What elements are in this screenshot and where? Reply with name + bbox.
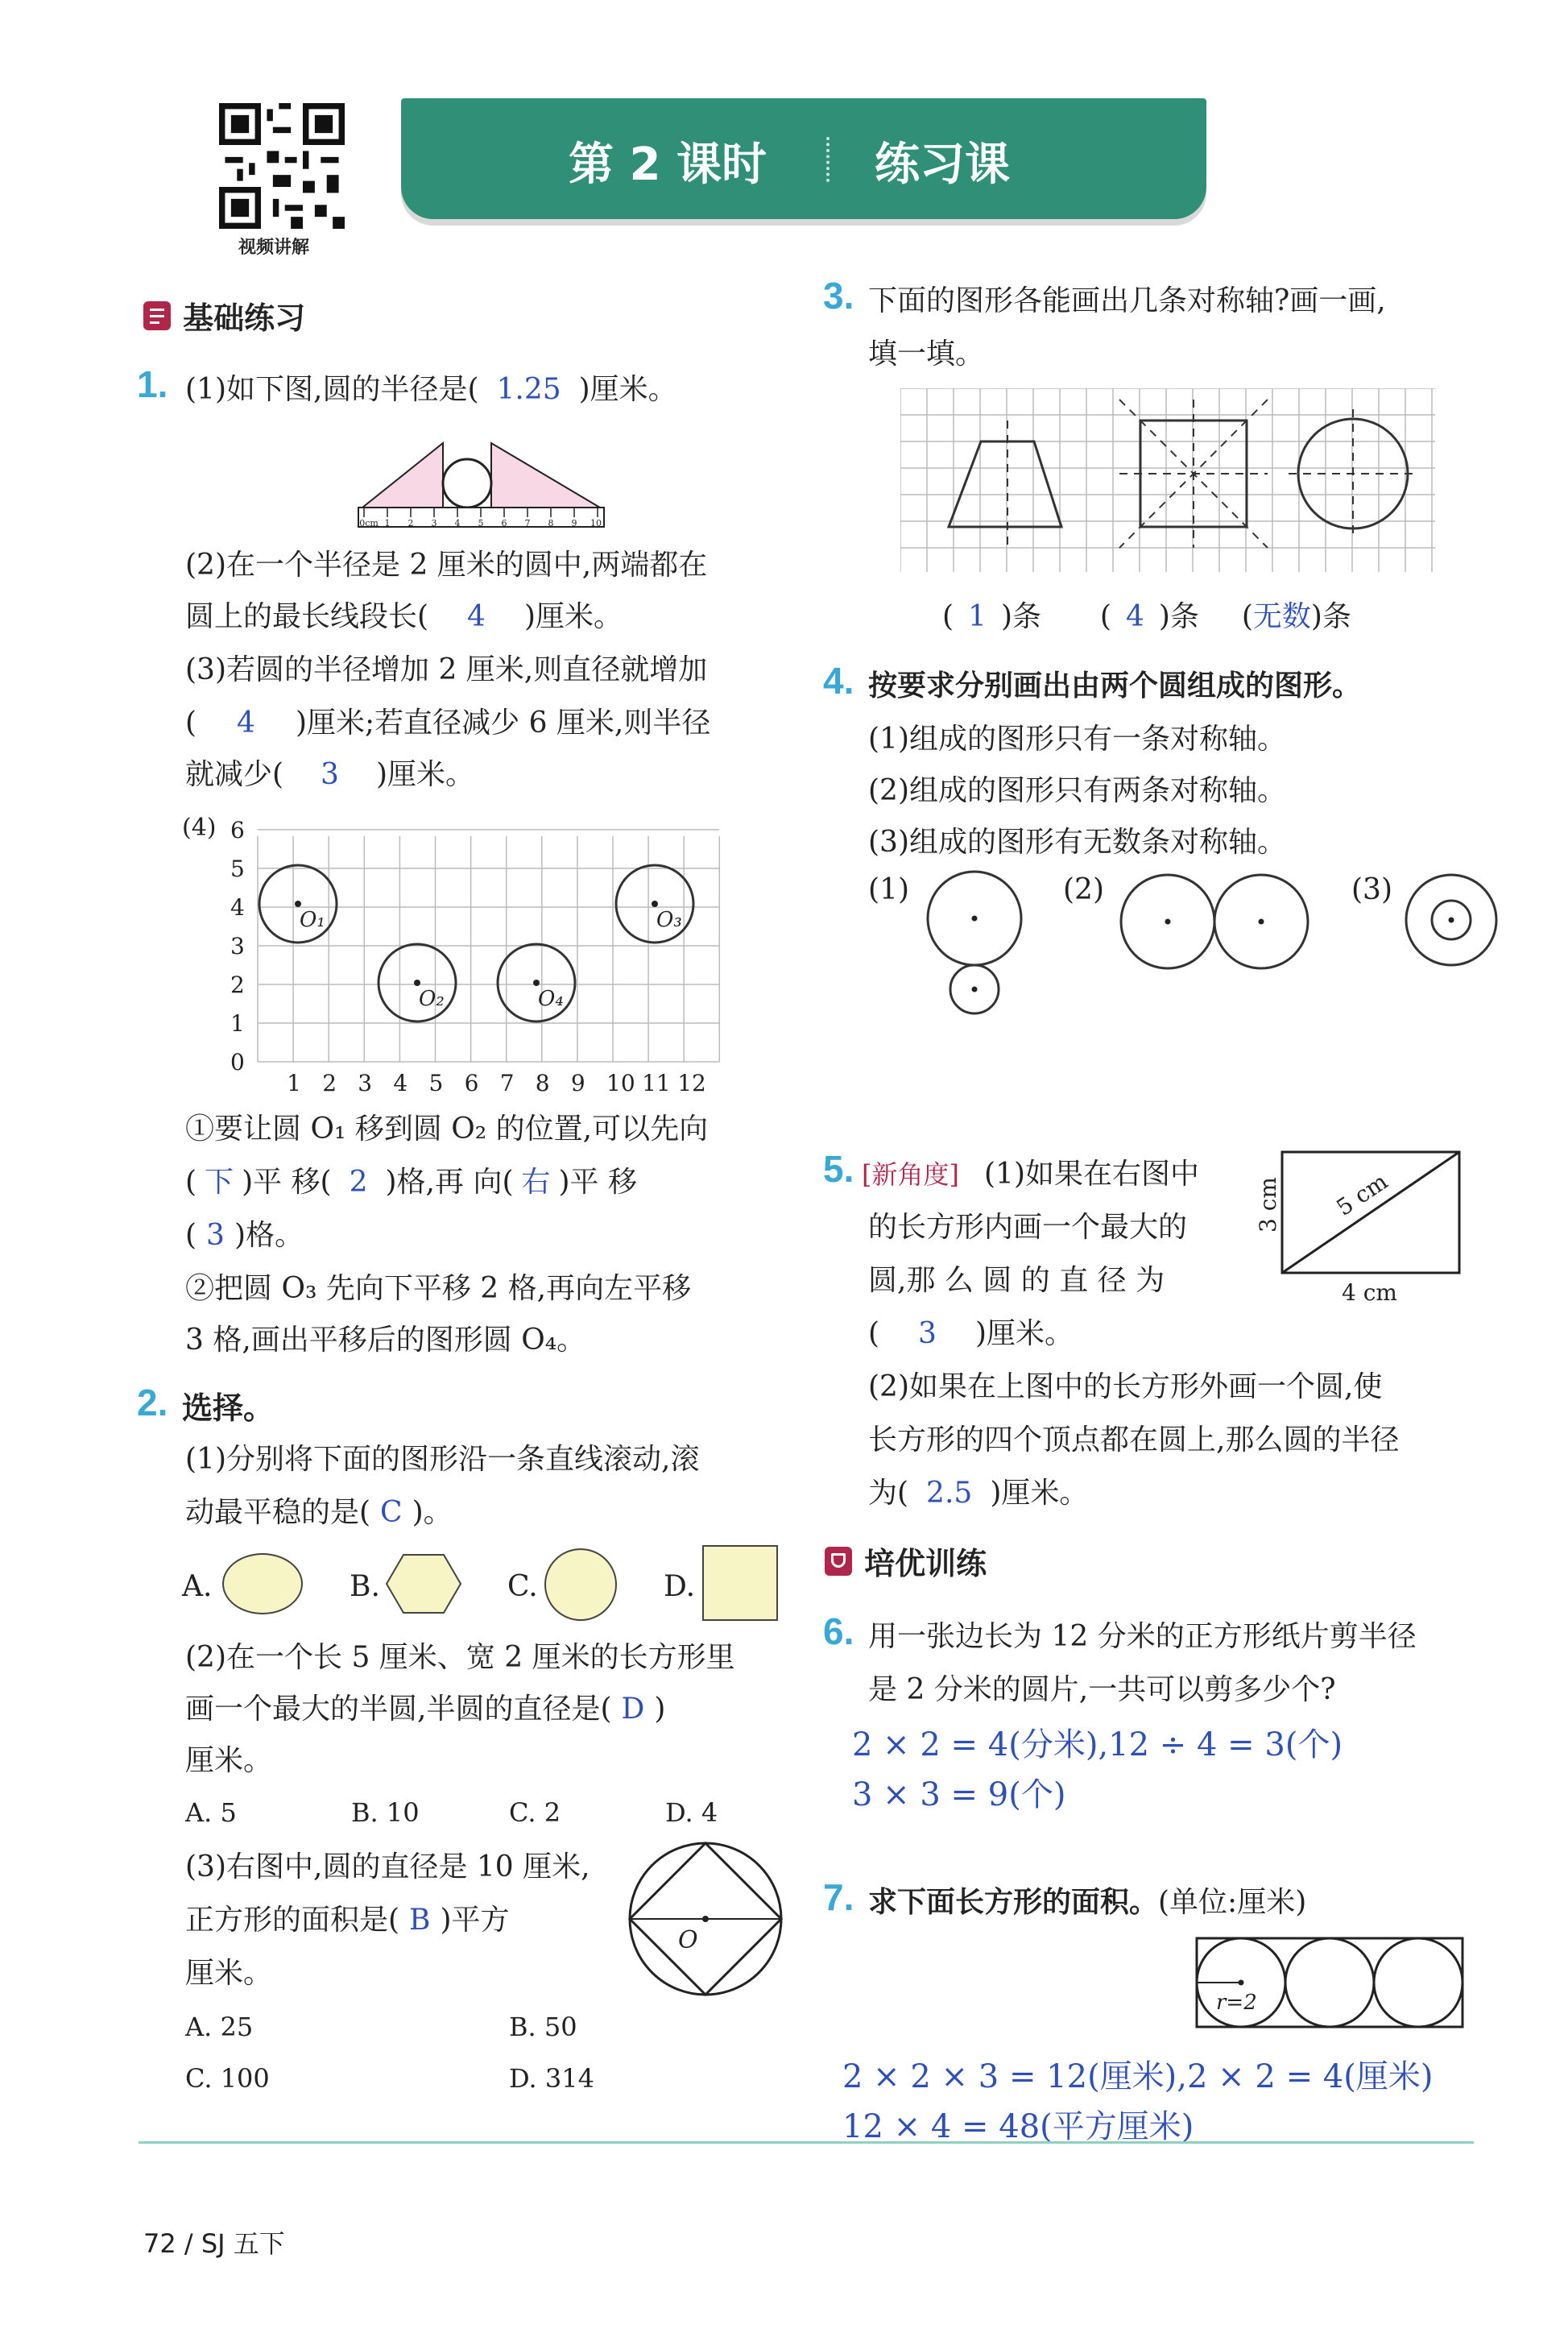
ruler-label: 1 xyxy=(384,518,391,528)
circle-label-o3: O₃ xyxy=(656,908,682,932)
q7-number: 7. xyxy=(823,1876,854,1918)
q6-number: 6. xyxy=(823,1610,854,1652)
ruler-label: 6 xyxy=(501,518,507,528)
q1-part4a-line2: ( 下 )平 移( 2 )格,再 向( 右 )平 移 xyxy=(185,1166,638,1199)
ruler-label: 5 xyxy=(478,518,484,528)
book-label: / SJ 五下 xyxy=(184,2228,285,2259)
banner-divider xyxy=(826,137,830,182)
q1-part3-line2: ( 4 )厘米;若直径减少 6 厘米,则半径 xyxy=(185,707,711,740)
q2-part3-opt-a: A. 25 xyxy=(185,2012,254,2042)
q2-part2-line1: (2)在一个长 5 厘米、宽 2 厘米的长方形里 xyxy=(185,1641,735,1674)
grid-y-label: 6 xyxy=(230,816,245,843)
section-advanced xyxy=(825,1539,987,1583)
q5-part2-line1: (2)如果在上图中的长方形外画一个圆,使 xyxy=(868,1370,1383,1403)
q6-line2: 是 2 分米的圆片,一共可以剪多少个? xyxy=(868,1673,1336,1706)
circle-label-o1: O₁ xyxy=(300,908,325,932)
q2-part2-opt-b: B. 10 xyxy=(351,1797,420,1828)
grid-x-label: 10 xyxy=(606,1070,635,1096)
ruler-label: 10 xyxy=(590,518,602,528)
option-b-label: B. xyxy=(350,1570,380,1603)
option-d-label: D. xyxy=(664,1570,696,1603)
grid-y-label: 3 xyxy=(230,932,245,959)
q4-item-3: (3)组成的图形有无数条对称轴。 xyxy=(868,826,1286,859)
q3-line2: 填一填。 xyxy=(868,338,985,371)
rect-height-label: 3 cm xyxy=(1255,1177,1281,1233)
q1-part4-label: (4) xyxy=(182,814,217,842)
q5-part2-line3: 为( 2.5 )厘米。 xyxy=(868,1477,1089,1510)
q2-part3-opt-d: D. 314 xyxy=(509,2063,594,2094)
q2-part3-opt-c: C. 100 xyxy=(185,2063,270,2094)
grid-x-label: 7 xyxy=(499,1070,515,1096)
lesson-banner xyxy=(401,98,1206,219)
q5-tag: [新角度] xyxy=(862,1159,959,1190)
grid-x-label: 11 xyxy=(642,1070,671,1096)
grid-x-label: 2 xyxy=(322,1070,337,1096)
lesson-number: 第 2 课时 xyxy=(569,139,767,191)
footer-divider xyxy=(139,2141,1474,2144)
q5-part1-line2: 的长方形内画一个最大的 xyxy=(868,1211,1188,1244)
grid-x-label: 6 xyxy=(464,1070,479,1096)
three-circles-figure xyxy=(1195,1937,1466,2032)
q5-answer-1: 3 xyxy=(918,1317,937,1350)
q1-number: 1. xyxy=(137,363,168,405)
section-basic xyxy=(143,293,305,338)
q5-part1-line3: 圆,那 么 圆 的 直 径 为 xyxy=(868,1264,1165,1297)
figure-label-1: (1) xyxy=(868,873,909,906)
grid-x-label: 8 xyxy=(535,1070,550,1096)
two-circles-figure xyxy=(862,867,1506,1028)
q2-part3-line2: 正方形的面积是( B )平方 xyxy=(185,1904,510,1937)
q2-part2-opt-a: A. 5 xyxy=(185,1797,237,1828)
q1-part4a-line1: ①要让圆 O₁ 移到圆 O₂ 的位置,可以先向 xyxy=(185,1113,709,1146)
q2-part3-opt-b: B. 50 xyxy=(509,2012,577,2042)
qr-caption: 视频讲解 xyxy=(238,238,310,258)
ruler-figure xyxy=(354,419,612,532)
q2-part2-opt-d: D. 4 xyxy=(665,1797,718,1828)
q2-part1-line2: 动最平稳的是( C )。 xyxy=(185,1496,453,1529)
grid-y-label: 5 xyxy=(230,855,245,882)
circle-shape xyxy=(544,1548,617,1621)
q4-item-1: (1)组成的图形只有一条对称轴。 xyxy=(868,723,1286,756)
q2-part1-line1: (1)分别将下面的图形沿一条直线滚动,滚 xyxy=(185,1443,700,1476)
q2-part2-opt-c: C. 2 xyxy=(509,1797,561,1828)
rect-width-label: 4 cm xyxy=(1342,1279,1397,1305)
q3-answer-2: 4 xyxy=(1125,600,1144,633)
ruler-label: 8 xyxy=(548,518,554,528)
grid-y-label: 4 xyxy=(230,893,245,921)
q4-number: 4. xyxy=(823,660,854,702)
page-number: 72 xyxy=(143,2228,176,2259)
radius-label: r=2 xyxy=(1216,1991,1257,2015)
q1-part3-line1: (3)若圆的半径增加 2 厘米,则直径就增加 xyxy=(185,653,708,686)
q1-part2-line2: 圆上的最长线段长( 4 )厘米。 xyxy=(185,600,623,633)
q1-answer-3: 4 xyxy=(237,707,255,740)
grid-x-label: 1 xyxy=(287,1070,301,1096)
ellipse-shape xyxy=(222,1553,303,1614)
ruler-label: 2 xyxy=(408,518,414,528)
q7-title: 求下面长方形的面积。(单位:厘米) xyxy=(868,1886,1307,1919)
inscribed-square-figure xyxy=(625,1838,786,1999)
grid-origin-label: 0 xyxy=(230,1049,245,1075)
q1-answer-7: 右 xyxy=(521,1166,551,1199)
symmetry-grid-figure xyxy=(900,388,1435,585)
q2-title: 选择。 xyxy=(182,1390,275,1426)
q1-part1: (1)如下图,圆的半径是( 1.25 )厘米。 xyxy=(185,373,677,406)
document-icon xyxy=(143,301,171,330)
section-title: 培优训练 xyxy=(864,1546,987,1581)
section-title: 基础练习 xyxy=(183,300,306,336)
figure-label-3: (3) xyxy=(1351,873,1392,906)
q2-part2-line3: 厘米。 xyxy=(185,1744,273,1777)
rectangle-diagonal-figure xyxy=(1247,1144,1472,1305)
ruler-label: 3 xyxy=(431,518,437,528)
q1-grid-figure xyxy=(209,814,757,1096)
q2-number: 2. xyxy=(137,1382,168,1423)
q1-part3-line3: 就减少( 3 )厘米。 xyxy=(185,758,474,791)
q3-number: 3. xyxy=(823,275,854,317)
q6-line1: 用一张边长为 12 分米的正方形纸片剪半径 xyxy=(868,1620,1417,1653)
q6-solution-2: 3 × 3 = 9(个) xyxy=(852,1776,1066,1813)
q1-part2-line1: (2)在一个半径是 2 厘米的圆中,两端都在 xyxy=(185,549,708,582)
grid-x-label: 5 xyxy=(428,1070,444,1096)
q5-part1-line1: (1)如果在右图中 xyxy=(984,1158,1199,1191)
q4-item-2: (2)组成的图形只有两条对称轴。 xyxy=(868,774,1286,807)
q2-answer-2: D xyxy=(621,1693,645,1726)
grid-x-label: 9 xyxy=(570,1070,585,1096)
q1-answer-4: 3 xyxy=(321,758,339,791)
q1-answer-2: 4 xyxy=(467,600,486,633)
center-label: O xyxy=(678,1926,698,1954)
q7-solution-2: 12 × 4 = 48(平方厘米) xyxy=(842,2108,1194,2145)
q2-part3-line3: 厘米。 xyxy=(185,1957,273,1990)
q1-answer-1: 1.25 xyxy=(496,373,561,406)
grid-y-label: 2 xyxy=(230,971,245,998)
grid-x-label: 4 xyxy=(393,1070,408,1096)
option-c-label: C. xyxy=(507,1570,538,1603)
grid-x-label: 12 xyxy=(677,1070,706,1096)
q3-answer-3: 无数 xyxy=(1252,600,1311,633)
grid-x-label: 3 xyxy=(358,1070,373,1096)
qr-code[interactable] xyxy=(219,103,345,229)
circle-label-o2: O₂ xyxy=(419,987,445,1011)
shield-icon xyxy=(825,1547,852,1576)
figure-label-2: (2) xyxy=(1063,873,1104,906)
ruler-label: 0cm xyxy=(359,518,379,528)
rect-diagonal-label: 5 cm xyxy=(1331,1167,1393,1221)
q3-answers: ( 1 )条 ( 4 )条 (无数)条 xyxy=(942,600,1351,633)
q1-answer-8: 3 xyxy=(206,1219,225,1252)
q2-answer-1: C xyxy=(380,1496,403,1529)
q1-part4b-line2: 3 格,画出平移后的图形圆 O₄。 xyxy=(185,1324,586,1357)
page-footer xyxy=(143,2223,285,2260)
option-a-label: A. xyxy=(182,1570,213,1603)
q1-part4a-line3: ( 3 )格。 xyxy=(185,1219,304,1252)
q2-part3-line1: (3)右图中,圆的直径是 10 厘米, xyxy=(185,1850,590,1883)
grid-y-label: 1 xyxy=(230,1009,245,1037)
ruler-label: 7 xyxy=(524,518,531,528)
q3-line1: 下面的图形各能画出几条对称轴?画一画, xyxy=(868,284,1386,317)
q6-solution-1: 2 × 2 = 4(分米),12 ÷ 4 = 3(个) xyxy=(852,1726,1343,1763)
q5-number: 5. xyxy=(823,1148,854,1190)
q2-part2-line2: 画一个最大的半圆,半圆的直径是( D ) xyxy=(185,1693,666,1726)
q5-answer-2: 2.5 xyxy=(926,1477,973,1510)
q4-title: 按要求分别画出由两个圆组成的图形。 xyxy=(868,669,1362,702)
hexagon-shape xyxy=(383,1552,464,1619)
q1-answer-6: 2 xyxy=(349,1166,368,1199)
circle-label-o4: O₄ xyxy=(538,987,564,1011)
ruler-label: 4 xyxy=(454,518,461,528)
q1-answer-5: 下 xyxy=(205,1166,234,1199)
q5-part1-line4: ( 3 )厘米。 xyxy=(868,1317,1074,1350)
lesson-title: 练习课 xyxy=(875,139,1010,191)
square-shape xyxy=(702,1545,778,1621)
q1-part4b-line1: ②把圆 O₃ 先向下平移 2 格,再向左平移 xyxy=(185,1272,692,1305)
q3-answer-1: 1 xyxy=(968,600,987,633)
q5-part2-line2: 长方形的四个顶点都在圆上,那么圆的半径 xyxy=(868,1423,1400,1457)
q7-solution-1: 2 × 2 × 3 = 12(厘米),2 × 2 = 4(厘米) xyxy=(842,2058,1434,2095)
ruler-label: 9 xyxy=(571,518,577,528)
q2-answer-3: B xyxy=(409,1904,431,1937)
